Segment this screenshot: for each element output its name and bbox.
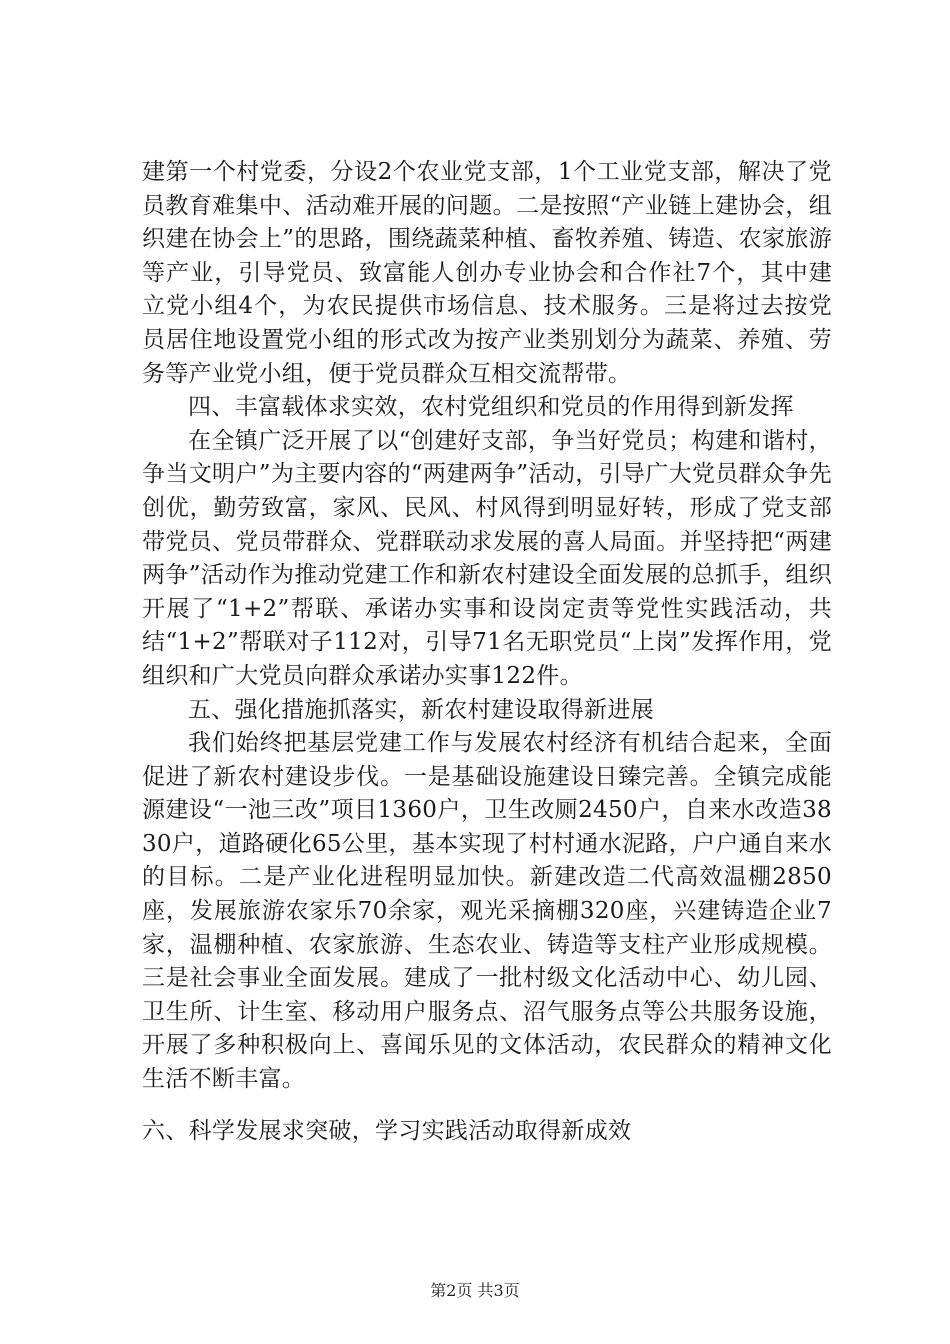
paragraph-continuation: 建第一个村党委，分设2个农业党支部，1个工业党支部，解决了党员教育难集中、活动难开展的问题。二是按照“产业链上建协会，组织建在协会上”的思路，围绕蔬菜种植、畜牧养殖、铸造、农家旅游等产业，引导党员、致富能人创办专业协会和合作社7个，其中建立党小组4个，为农民提供市场信息、技术服务。三是将过去按党员居住地设置党小组的形式改为按产业类别划分为蔬菜、养殖、劳务等产业党小组，便于党员群众互相交流帮带。 (142, 159, 832, 387)
section-heading-5: 五、强化措施抓落实，新农村建设取得新进展 (188, 696, 654, 723)
paragraph-section-5: 我们始终把基层党建工作与发展农村经济有机结合起来，全面促进了新农村建设步伐。一是基础设施建设日臻完善。全镇完成能源建设“一池三改”项目1360户，卫生改厕2450户，自来水改造3830户，道路硬化65公里，基本实现了村村通水泥路，户户通自来水的目标。二是产业化进程明显加快。新建改造二代高效温棚2850座，发展旅游农家乐70余家，观光采摘棚320座，兴建铸造企业7家，温棚种植、农家旅游、生态农业、铸造等支柱产业形成规模。三是社会事业全面发展。建成了一批村级文化活动中心、幼儿园、卫生所、计生室、移动用户服务点、沼气服务点等公共服务设施，开展了多种积极向上、喜闻乐见的文体活动，农民群众的精神文化生活不断丰富。 (142, 730, 832, 1093)
section-heading-4: 四、丰富载体求实效，农村党组织和党员的作用得到新发挥 (188, 394, 794, 421)
page-number-footer: 第2页 共3页 (430, 1281, 520, 1300)
paragraph-section-4: 在全镇广泛开展了以“创建好支部，争当好党员；构建和谐村，争当文明户”为主要内容的“两建两争”活动，引导广大党员群众争先创优，勤劳致富，家风、民风、村风得到明显好转，形成了党支部带党员、党员带群众、党群联动求发展的喜人局面。并坚持把“两建两争”活动作为推动党建工作和新农村建设全面发展的总抓手，组织开展了“1+2”帮联、承诺办实事和设岗定责等党性实践活动，共结“1+2”帮联对子112对，引导71名无职党员“上岗”发挥作用，党组织和广大党员向群众承诺办实事122件。 (142, 427, 832, 689)
section-heading-6: 六、科学发展求突破，学习实践活动取得新成效 (142, 1117, 632, 1144)
document-body (142, 156, 832, 1148)
